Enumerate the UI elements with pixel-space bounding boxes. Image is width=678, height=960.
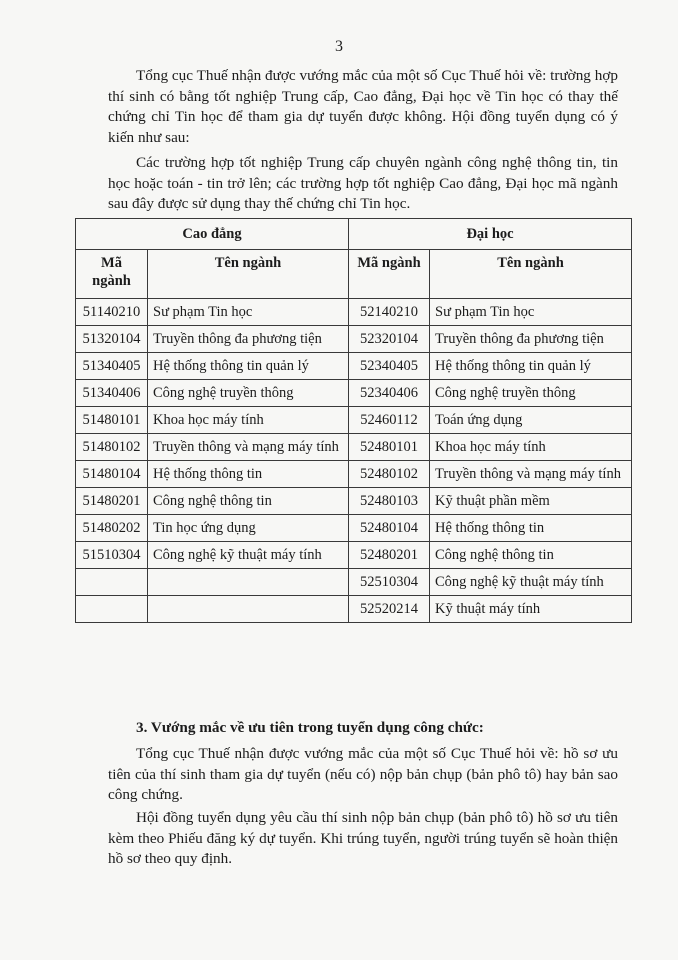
cao-dang-code-cell: 51480102 <box>76 434 148 461</box>
cao-dang-code-cell <box>76 596 148 623</box>
dai-hoc-name-cell: Truyền thông và mạng máy tính <box>430 461 632 488</box>
cao-dang-code-cell: 51480201 <box>76 488 148 515</box>
group-header-dai-hoc: Đại học <box>349 219 632 250</box>
table-column-header-row <box>76 250 632 299</box>
cao-dang-name-cell: Khoa học máy tính <box>148 407 349 434</box>
cao-dang-name-cell: Hệ thống thông tin <box>148 461 349 488</box>
table-row <box>76 326 632 353</box>
dai-hoc-code-cell: 52140210 <box>349 299 430 326</box>
table-row <box>76 515 632 542</box>
dai-hoc-code-cell: 52510304 <box>349 569 430 596</box>
section-heading-3: 3. Vướng mắc về ưu tiên trong tuyển dụng công chức: <box>136 719 484 736</box>
dai-hoc-code-cell: 52480103 <box>349 488 430 515</box>
table-row <box>76 299 632 326</box>
dai-hoc-name-cell: Sư phạm Tin học <box>430 299 632 326</box>
dai-hoc-code-cell: 52480101 <box>349 434 430 461</box>
column-header-code: Mã ngành <box>349 250 430 299</box>
dai-hoc-name-cell: Hệ thống thông tin <box>430 515 632 542</box>
cao-dang-code-cell: 51140210 <box>76 299 148 326</box>
page-number: 3 <box>335 38 343 55</box>
cao-dang-name-cell <box>148 569 349 596</box>
cao-dang-code-cell: 51480104 <box>76 461 148 488</box>
dai-hoc-name-cell: Toán ứng dụng <box>430 407 632 434</box>
cao-dang-name-cell: Công nghệ kỹ thuật máy tính <box>148 542 349 569</box>
dai-hoc-name-cell: Khoa học máy tính <box>430 434 632 461</box>
column-header-name: Tên ngành <box>148 250 349 299</box>
table-row <box>76 488 632 515</box>
column-header-name: Tên ngành <box>430 250 632 299</box>
dai-hoc-name-cell: Công nghệ thông tin <box>430 542 632 569</box>
dai-hoc-code-cell: 52340406 <box>349 380 430 407</box>
table-row <box>76 542 632 569</box>
table-row <box>76 461 632 488</box>
dai-hoc-code-cell: 52480201 <box>349 542 430 569</box>
dai-hoc-name-cell: Công nghệ truyền thông <box>430 380 632 407</box>
table-row <box>76 353 632 380</box>
paragraph-priority-answer: Hội đồng tuyển dụng yêu cầu thí sinh nộp bản chụp (bản phô tô) hồ sơ ưu tiên kèm theo Phiếu đăng ký dự tuyển. Khi trúng tuyển, người trúng tuyển sẽ hoàn thiện hồ sơ theo quy định. <box>108 809 618 867</box>
table-row <box>76 596 632 623</box>
table-row <box>76 380 632 407</box>
cao-dang-name-cell: Hệ thống thông tin quản lý <box>148 353 349 380</box>
paragraph-priority-question: Tổng cục Thuế nhận được vướng mắc của một số Cục Thuế hỏi về: hồ sơ ưu tiên của thí sinh tham gia dự tuyển (nếu có) nộp bản chụp (bản phô tô) hay bản sao công chứng. <box>108 745 618 803</box>
table-row <box>76 434 632 461</box>
cao-dang-name-cell: Công nghệ truyền thông <box>148 380 349 407</box>
dai-hoc-name-cell: Công nghệ kỹ thuật máy tính <box>430 569 632 596</box>
cao-dang-name-cell: Truyền thông và mạng máy tính <box>148 434 349 461</box>
dai-hoc-code-cell: 52460112 <box>349 407 430 434</box>
majors-table <box>75 218 632 623</box>
cao-dang-name-cell: Truyền thông đa phương tiện <box>148 326 349 353</box>
dai-hoc-name-cell: Truyền thông đa phương tiện <box>430 326 632 353</box>
cao-dang-name-cell <box>148 596 349 623</box>
dai-hoc-code-cell: 52480104 <box>349 515 430 542</box>
group-header-cao-dang: Cao đẳng <box>76 219 349 250</box>
dai-hoc-code-cell: 52340405 <box>349 353 430 380</box>
cao-dang-code-cell: 51510304 <box>76 542 148 569</box>
cao-dang-code-cell <box>76 569 148 596</box>
dai-hoc-name-cell: Kỹ thuật phần mềm <box>430 488 632 515</box>
cao-dang-code-cell: 51320104 <box>76 326 148 353</box>
paragraph-intro: Tổng cục Thuế nhận được vướng mắc của một số Cục Thuế hỏi về: trường hợp thí sinh có bằng tốt nghiệp Trung cấp, Cao đẳng, Đại học về Tin học có thay thế chứng chỉ Tin học để tham gia dự tuyển được không. Hội đồng tuyển dụng có ý kiến như sau: <box>108 67 618 146</box>
column-header-code: Mã ngành <box>76 250 148 299</box>
paragraph-eligible-majors: Các trường hợp tốt nghiệp Trung cấp chuyên ngành công nghệ thông tin, tin học hoặc toán - tin trở lên; các trường hợp tốt nghiệp Cao đẳng, Đại học mã ngành sau đây được sử dụng thay thế chứng chỉ Tin học. <box>108 154 618 212</box>
dai-hoc-code-cell: 52520214 <box>349 596 430 623</box>
table-row <box>76 569 632 596</box>
cao-dang-name-cell: Tin học ứng dụng <box>148 515 349 542</box>
table-row <box>76 407 632 434</box>
table-group-header-row <box>76 219 632 250</box>
cao-dang-code-cell: 51340405 <box>76 353 148 380</box>
cao-dang-name-cell: Công nghệ thông tin <box>148 488 349 515</box>
dai-hoc-name-cell: Kỹ thuật máy tính <box>430 596 632 623</box>
cao-dang-code-cell: 51340406 <box>76 380 148 407</box>
cao-dang-code-cell: 51480101 <box>76 407 148 434</box>
dai-hoc-code-cell: 52480102 <box>349 461 430 488</box>
dai-hoc-code-cell: 52320104 <box>349 326 430 353</box>
cao-dang-name-cell: Sư phạm Tin học <box>148 299 349 326</box>
dai-hoc-name-cell: Hệ thống thông tin quản lý <box>430 353 632 380</box>
cao-dang-code-cell: 51480202 <box>76 515 148 542</box>
